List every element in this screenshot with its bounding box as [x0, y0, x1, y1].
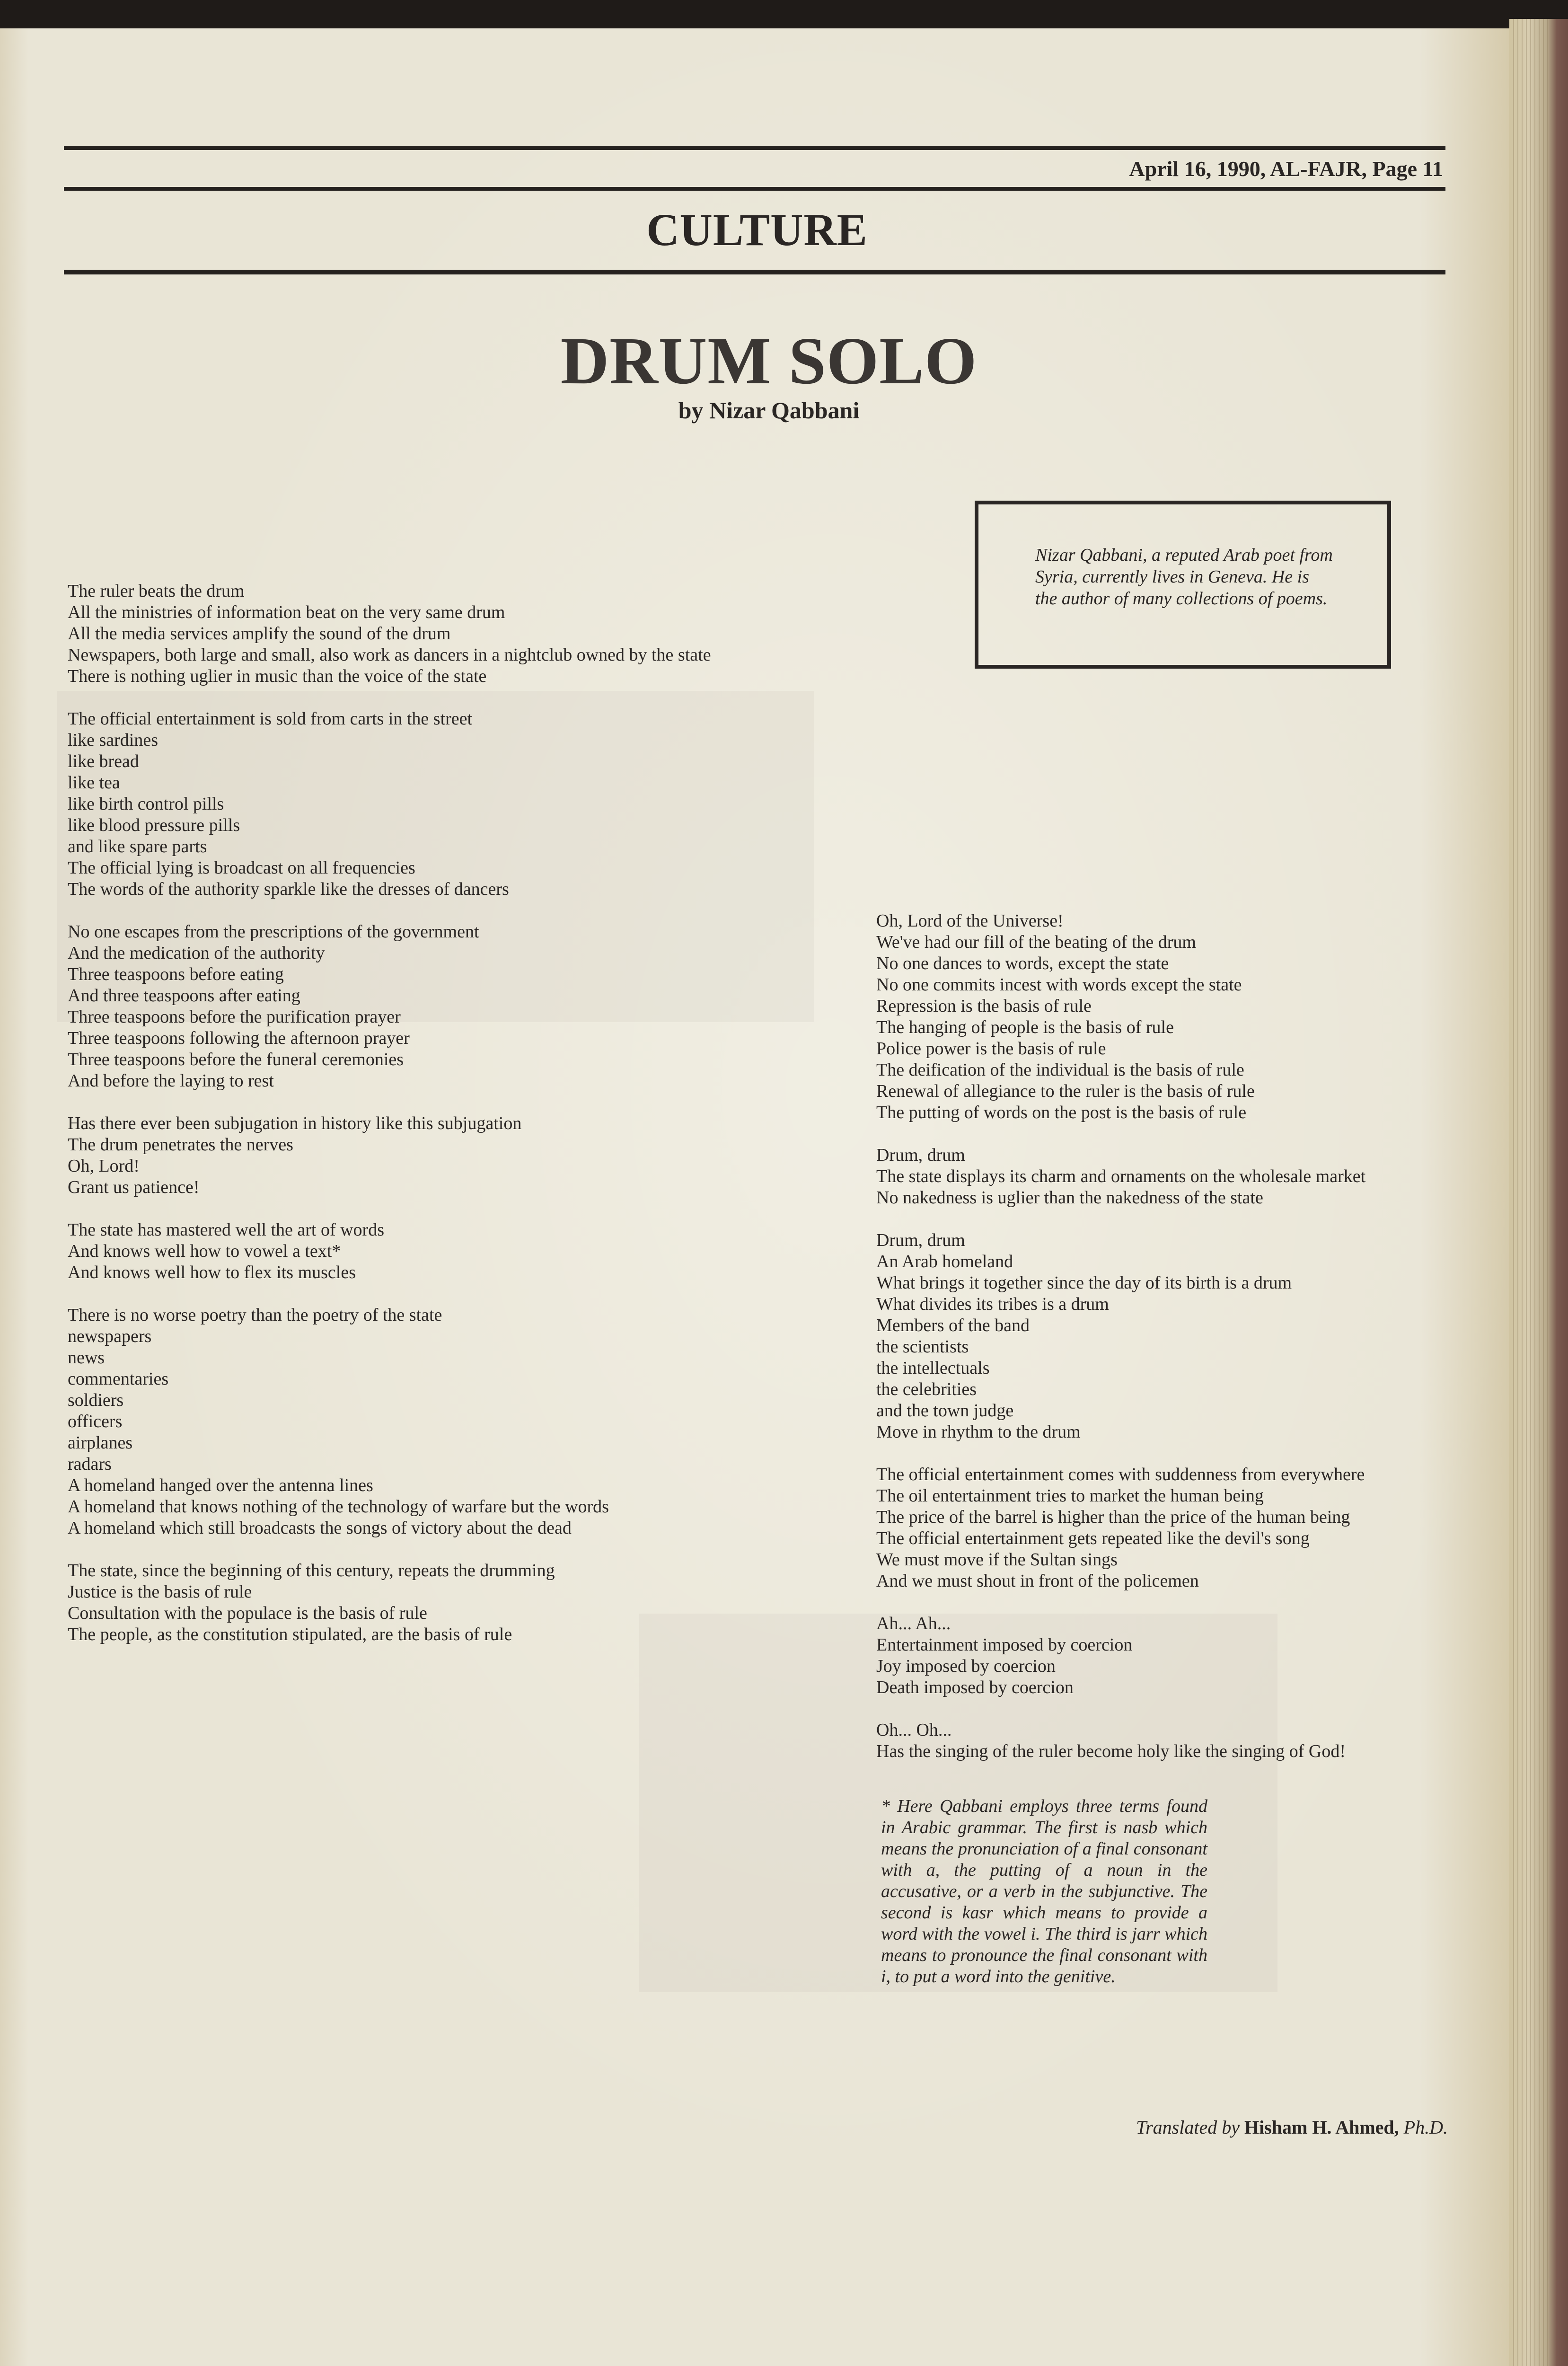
- poem-line: Entertainment imposed by coercion: [876, 1635, 1133, 1655]
- poem-column-right: [876, 910, 1365, 1783]
- poem-line: The deification of the individual is the basis of rule: [876, 1060, 1244, 1080]
- section-title: CULTURE: [646, 204, 868, 255]
- poem-line: the celebrities: [876, 1379, 977, 1399]
- poem-line: The ruler beats the drum: [68, 581, 245, 601]
- author-bio-box: [975, 501, 1391, 669]
- poem-stanza: [876, 1145, 1365, 1209]
- poem-line: like bread: [68, 751, 139, 771]
- poem-line: Renewal of allegiance to the ruler is the basis of rule: [876, 1081, 1255, 1101]
- poem-stanza: [68, 1560, 711, 1645]
- poem-line: Repression is the basis of rule: [876, 996, 1092, 1016]
- poem-line: And knows well how to flex its muscles: [68, 1262, 356, 1282]
- poem-line: news: [68, 1348, 105, 1368]
- poem-line: A homeland which still broadcasts the songs of victory about the dead: [68, 1518, 572, 1538]
- poem-title: DRUM SOLO: [560, 323, 978, 398]
- poem-line: The drum penetrates the nerves: [68, 1135, 293, 1155]
- poem-line: A homeland hanged over the antenna lines: [68, 1475, 373, 1495]
- poem-stanza: [876, 1464, 1365, 1592]
- poem-line: No one escapes from the prescriptions of the government: [68, 922, 479, 942]
- poem-line: the intellectuals: [876, 1358, 990, 1378]
- poem-line: like blood pressure pills: [68, 815, 240, 835]
- poem-line: A homeland that knows nothing of the technology of warfare but the words: [68, 1497, 609, 1517]
- poem-line: radars: [68, 1454, 112, 1474]
- poem-line: Move in rhythm to the drum: [876, 1422, 1081, 1442]
- translator-label: Translated by: [1136, 2117, 1240, 2138]
- poem-line: And knows well how to vowel a text*: [68, 1241, 341, 1261]
- poem-line: The price of the barrel is higher than the price of the human being: [876, 1507, 1350, 1527]
- poem-line: Members of the band: [876, 1315, 1030, 1335]
- poem-line: The putting of words on the post is the basis of rule: [876, 1103, 1247, 1122]
- book-binding-edge: [1509, 19, 1568, 2366]
- poem-line: The official entertainment gets repeated like the devil's song: [876, 1528, 1310, 1548]
- poem-line: commentaries: [68, 1369, 169, 1389]
- poem-line: Justice is the basis of rule: [68, 1582, 252, 1602]
- poem-stanza: [68, 1305, 711, 1539]
- translator-footnote: * Here Qabbani employs three terms found in Arabic grammar. The first is nasb which means the pronunciation of a final consonant with a, the putting of a noun in the accusative, or a verb in the subjunctive. The second is kasr which means to provide a word with the vowel i. The third is jarr which means to pronounce the final consonant with i, to put a word into the genitive.: [881, 1796, 1207, 1986]
- poem-line: No one dances to words, except the state: [876, 953, 1169, 973]
- poem-line: Newspapers, both large and small, also work as dancers in a nightclub owned by the state: [68, 645, 711, 665]
- poem-stanza: [68, 708, 711, 900]
- poem-line: The state, since the beginning of this century, repeats the drumming: [68, 1561, 555, 1580]
- poem-line: Oh, Lord!: [68, 1156, 140, 1176]
- poem-line: Three teaspoons following the afternoon prayer: [68, 1028, 410, 1048]
- poem-line: soldiers: [68, 1390, 124, 1410]
- poem-line: There is no worse poetry than the poetry of the state: [68, 1305, 442, 1325]
- poem-line: officers: [68, 1412, 123, 1431]
- poem-line: Drum, drum: [876, 1230, 965, 1250]
- poem-line: We must move if the Sultan sings: [876, 1550, 1118, 1570]
- poem-line: Grant us patience!: [68, 1177, 200, 1197]
- poem-stanza: [68, 1219, 711, 1283]
- poem-line: The hanging of people is the basis of rule: [876, 1017, 1174, 1037]
- header-rule-top: [64, 146, 1445, 150]
- poem-line: We've had our fill of the beating of the drum: [876, 932, 1196, 952]
- translator-credit: [946, 2116, 1448, 2138]
- poem-line: Oh, Lord of the Universe!: [876, 911, 1064, 931]
- poem-line: Oh... Oh...: [876, 1720, 952, 1740]
- poem-line: Consultation with the populace is the basis of rule: [68, 1603, 427, 1623]
- poem-stanza: [876, 1230, 1365, 1443]
- poem-line: the scientists: [876, 1337, 969, 1357]
- poem-line: The official entertainment comes with suddenness from everywhere: [876, 1465, 1365, 1484]
- poem-line: The official entertainment is sold from carts in the street: [68, 709, 473, 729]
- poem-line: and the town judge: [876, 1401, 1014, 1421]
- poem-line: The oil entertainment tries to market the human being: [876, 1486, 1264, 1506]
- poem-line: The state has mastered well the art of words: [68, 1220, 384, 1240]
- poem-line: An Arab homeland: [876, 1252, 1013, 1271]
- poem-line: What brings it together since the day of its birth is a drum: [876, 1273, 1292, 1293]
- poem-line: Police power is the basis of rule: [876, 1039, 1106, 1059]
- poem-line: Death imposed by coercion: [876, 1677, 1074, 1697]
- poem-line: And the medication of the authority: [68, 943, 325, 963]
- poem-stanza: [876, 910, 1365, 1123]
- issue-date-line: April 16, 1990, AL-FAJR, Page 11: [1129, 157, 1443, 181]
- header-rule-bottom: [64, 270, 1445, 274]
- poem-line: airplanes: [68, 1433, 133, 1453]
- poem-line: No nakedness is uglier than the nakedness of the state: [876, 1188, 1263, 1208]
- poem-line: like tea: [68, 773, 120, 793]
- poem-line: And before the laying to rest: [68, 1071, 274, 1091]
- poem-line: The official lying is broadcast on all frequencies: [68, 858, 415, 878]
- poem-line: like birth control pills: [68, 794, 224, 814]
- poem-line: What divides its tribes is a drum: [876, 1294, 1109, 1314]
- poem-line: Has the singing of the ruler become holy like the singing of God!: [876, 1741, 1346, 1761]
- poem-line: There is nothing uglier in music than the voice of the state: [68, 666, 487, 686]
- poem-line: And we must shout in front of the policemen: [876, 1571, 1199, 1591]
- header-rule-mid: [64, 187, 1445, 191]
- translator-name: Hisham H. Ahmed,: [1244, 2117, 1399, 2138]
- poem-line: Three teaspoons before the purification prayer: [68, 1007, 401, 1027]
- byline: by Nizar Qabbani: [678, 397, 860, 424]
- poem-line: Drum, drum: [876, 1145, 965, 1165]
- poem-line: And three teaspoons after eating: [68, 986, 300, 1006]
- poem-stanza: [876, 1613, 1365, 1698]
- author-bio-text: Nizar Qabbani, a reputed Arab poet from Syria, currently lives in Geneva. He is the author of many collections of poems.: [1035, 545, 1333, 609]
- poem-stanza: [68, 921, 711, 1092]
- poem-line: Has there ever been subjugation in history like this subjugation: [68, 1113, 522, 1133]
- poem-stanza: [876, 1720, 1365, 1762]
- poem-line: Joy imposed by coercion: [876, 1656, 1056, 1676]
- poem-line: No one commits incest with words except the state: [876, 975, 1242, 995]
- poem-line: The people, as the constitution stipulated, are the basis of rule: [68, 1624, 512, 1644]
- poem-line: newspapers: [68, 1326, 152, 1346]
- poem-stanza: [68, 1113, 711, 1198]
- poem-line: The words of the authority sparkle like the dresses of dancers: [68, 879, 509, 899]
- poem-line: like sardines: [68, 730, 159, 750]
- poem-line: and like spare parts: [68, 837, 207, 856]
- poem-stanza: [68, 581, 711, 687]
- translator-degree: Ph.D.: [1403, 2117, 1448, 2138]
- poem-line: All the ministries of information beat on the very same drum: [68, 602, 505, 622]
- poem-line: Three teaspoons before eating: [68, 964, 284, 984]
- poem-line: Ah... Ah...: [876, 1614, 951, 1633]
- poem-line: All the media services amplify the sound of the drum: [68, 624, 451, 644]
- poem-column-left: [68, 581, 711, 1667]
- poem-line: The state displays its charm and ornaments on the wholesale market: [876, 1166, 1366, 1186]
- poem-line: Three teaspoons before the funeral ceremonies: [68, 1050, 404, 1069]
